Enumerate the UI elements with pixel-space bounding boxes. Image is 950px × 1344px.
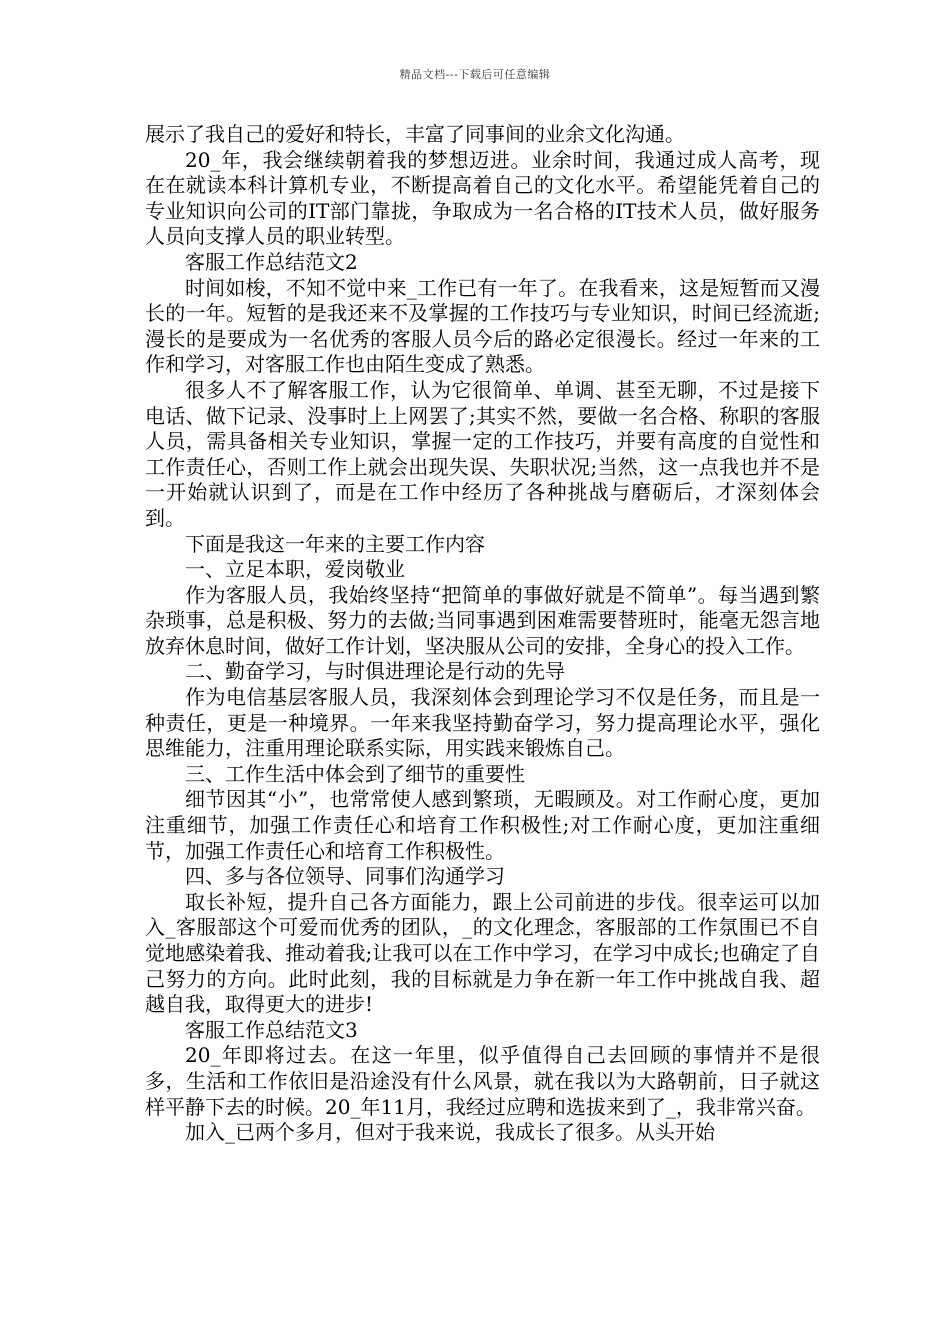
document-body — [145, 122, 820, 1146]
paragraph: 20_年，我会继续朝着我的梦想迈进。业余时间，我通过成人高考，现在在就读本科计算机专业，不断提高着自己的文化水平。希望能凭着自己的专业知识向公司的IT部门靠拢，争取成为一名合格的IT技术人员，做好服务人员向支撑人员的职业转型。 — [145, 147, 820, 249]
paragraph: 二、勤奋学习，与时俱进理论是行动的先导 — [185, 659, 565, 684]
paragraph: 一、立足本职，爱岗敬业 — [185, 557, 405, 582]
paragraph: 细节因其“小”，也常常使人感到繁琐，无暇顾及。对工作耐心度，更加注重细节，加强工作责任心和培育工作积极性;对工作耐心度，更加注重细节，加强工作责任心和培育工作积极性。 — [145, 787, 820, 863]
paragraph: 作为电信基层客服人员，我深刻体会到理论学习不仅是任务，而且是一种责任，更是一种境界。一年来我坚持勤奋学习，努力提高理论水平，强化思维能力，注重用理论联系实际，用实践来锻炼自己。 — [145, 685, 820, 761]
paragraph: 展示了我自己的爱好和特长，丰富了同事间的业余文化沟通。 — [145, 122, 685, 146]
paragraph: 作为客服人员，我始终坚持“把简单的事做好就是不简单”。每当遇到繁杂琐事，总是积极、努力的去做;当同事遇到困难需要替班时，能毫无怨言地放弃休息时间，做好工作计划，坚决服从公司的安排，全身心的投入工作。 — [145, 582, 820, 658]
paragraph: 客服工作总结范文3 — [185, 1017, 358, 1042]
paragraph: 20_年即将过去。在这一年里，似乎值得自己去回顾的事情并不是很多，生活和工作依旧是沿途没有什么风景，就在我以为大路朝前，日子就这样平静下去的时候。20_年11月，我经过应聘和选拔来到了_，我非常兴奋。 — [145, 1043, 820, 1119]
paragraph: 时间如梭，不知不觉中来_工作已有一年了。在我看来，这是短暂而又漫长的一年。短暂的是我还来不及掌握的工作技巧与专业知识，时间已经流逝;漫长的是要成为一名优秀的客服人员今后的路必定很漫长。经过一年来的工作和学习，对客服工作也由陌生变成了熟悉。 — [145, 275, 820, 377]
paragraph: 加入_已两个多月，但对于我来说，我成长了很多。从头开始 — [185, 1120, 715, 1145]
paragraph: 三、工作生活中体会到了细节的重要性 — [185, 761, 525, 786]
page-header: 精品文档---下载后可任意编辑 — [399, 68, 551, 81]
paragraph: 取长补短，提升自己各方面能力，跟上公司前进的步伐。很幸运可以加入_客服部这个可爱而优秀的团队，_的文化理念，客服部的工作氛围已不自觉地感染着我、推动着我;让我可以在工作中学习，在学习中成长;也确定了自己努力的方向。此时此刻，我的目标就是力争在新一年工作中挑战自我、超越自我，取得更大的进步! — [145, 889, 820, 1017]
paragraph: 很多人不了解客服工作，认为它很简单、单调、甚至无聊，不过是接下电话、做下记录、没事时上上网罢了;其实不然，要做一名合格、称职的客服人员，需具备相关专业知识，掌握一定的工作技巧，并要有高度的自觉性和工作责任心，否则工作上就会出现失误、失职状况;当然，这一点我也并不是一开始就认识到了，而是在工作中经历了各种挑战与磨砺后，才深刻体会到。 — [145, 377, 820, 530]
paragraph: 四、多与各位领导、同事们沟通学习 — [185, 864, 505, 889]
paragraph: 客服工作总结范文2 — [185, 249, 358, 274]
paragraph: 下面是我这一年来的主要工作内容 — [185, 531, 485, 556]
